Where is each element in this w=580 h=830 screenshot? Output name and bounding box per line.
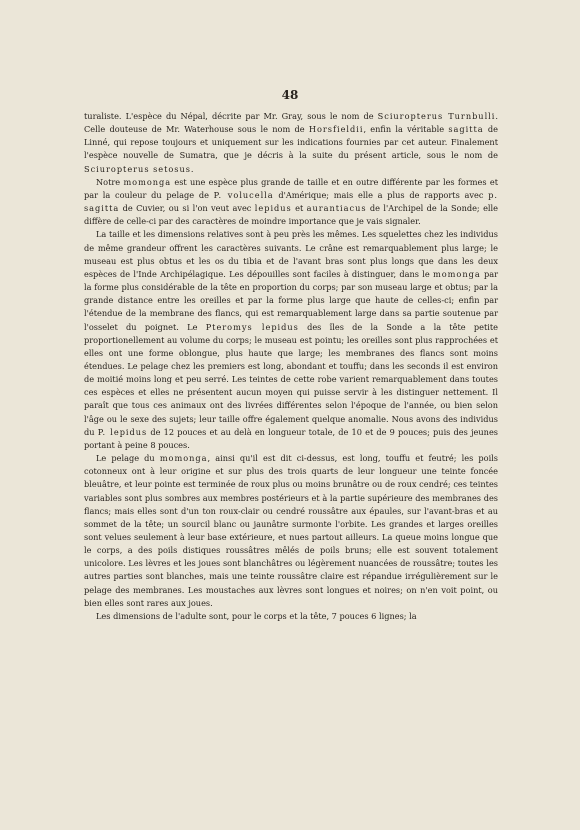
text-run: La taille et les dimensions relatives sont à peu près les mêmes. Les squelettes chez les individus de même grandeur offrent les caractères suivants. Le crâne est remarquablement plus large; le museau est plus obtus et les os du tibia et de l'avant bras sont plus longs que dans les deux espèces de l'Inde Archipélagique. Les dépouilles sont faciles à distinguer, dans le	[84, 229, 498, 279]
text-run: de 12 pouces et au delà en longueur totale, de 10 et de 9 pouces; puis des jeunes portant à peine 8 pouces.	[84, 426, 498, 450]
taxon-name: momonga	[123, 176, 172, 187]
taxon-name: P. volucella	[213, 189, 274, 200]
taxon-name: momonga	[159, 453, 208, 464]
taxon-name: Horsfieldii	[308, 124, 364, 135]
text-run: Le pelage du	[96, 453, 160, 464]
taxon-name: Sciuropterus setosus	[84, 163, 191, 174]
taxon-name: momonga	[433, 268, 481, 279]
taxon-name: P. lepidus	[97, 426, 148, 437]
paragraph	[84, 610, 498, 623]
text-run: des îles de la Sonde a la tête petite proportionellement au volume du corps; le museau est pointu; les oreilles sont plus rapprochées et elles ont une forme oblongue, plus haute que large; les membranes des flancs sont moins étendues. Le pelage chez les premiers est long, abondant et touffu; dans les seconds il est environ de moitié moins long et peu serré. Les teintes de cette robe varient remarquablement dans toutes ces espèces et elles ne présentent aucun moyen qui puisse servir à les distinguer nettement. Il paraît que tous ces animaux ont des livrées différentes selon l'époque de l'année, ou bien selon l'âge ou le sexe des sujets; leur taille offre également quelque anomalie. Nous avons des individus du	[84, 321, 498, 437]
body-text	[84, 110, 498, 623]
text-run: est une espèce plus grande de taille et en outre différente par les formes et par la couleur du pelage de	[84, 176, 498, 200]
paragraph	[84, 228, 498, 452]
text-run: et	[291, 203, 307, 214]
text-run: de Linné, qui repose toujours et uniquement sur les indications fournies par cet auteur. Finalement l'espèce nouvelle de Sumatra, que je décris à la suite du présent article, sous le nom de	[84, 124, 498, 161]
paragraph	[84, 176, 498, 229]
text-run: .	[190, 163, 194, 174]
taxon-name: sagitta	[448, 124, 484, 135]
text-run: , ainsi qu'il est dit ci-dessus, est long, touffu et feutré; les poils cotonneux ont à leur origine et sur plus des trois quarts de leur longueur une teinte foncée bleuâtre, et leur pointe est terminée de roux plus ou moins brunâtre ou de roux cendré; ces teintes variables sont plus sombres aux membres postérieurs et à la partie supérieure des membranes des flancs; mais elles sont d'un ton roux-clair ou cendré roussâtre aux épaules, sur l'avant-bras et au sommet de la tête; un sourcil blanc ou jaunâtre surmonte l'orbite. Les grandes et larges oreilles sont velues seulement à leur base extérieure, et nues partout ailleurs. La queue moins longue que le corps, a des poils distiques roussâtres mêlés de poils bruns; elle est souvent totalement unicolore. Les lèvres et les joues sont blanchâtres ou légèrement nuancées de roussâtre; toutes les autres parties sont blanches, mais une teinte roussâtre claire est répandue irrégulièrement sur le pelage des membranes. Les moustaches aux lèvres sont longues et noires; on n'en voit point, ou bien elles sont rares aux joues.	[84, 453, 499, 608]
page-number: 48	[281, 88, 299, 102]
taxon-name: Pteromys lepidus	[205, 321, 299, 332]
paragraph	[84, 452, 498, 610]
taxon-name: p. sagitta	[84, 189, 498, 214]
text-run: , enfin la véritable	[363, 124, 449, 135]
text-run: . Celle douteuse de Mr. Waterhouse sous le nom de	[84, 111, 498, 135]
text-run: turaliste. L'espèce du Népal, décrite par Mr. Gray, sous le nom de	[84, 111, 378, 121]
taxon-name: lepidus	[254, 203, 292, 214]
text-run: Les dimensions de l'adulte sont, pour le corps et la tête, 7 pouces 6 lignes; la	[96, 610, 417, 621]
taxon-name: Sciuropterus Turnbulli	[377, 111, 496, 121]
text-run: d'Amérique; mais elle a plus de rapports avec	[273, 189, 489, 200]
paragraph	[84, 110, 498, 176]
text-run: de Cuvier, ou si l'on veut avec	[119, 203, 255, 214]
text-run: Notre	[96, 176, 124, 187]
taxon-name: aurantiacus	[306, 203, 367, 214]
text-run: par la forme plus considérable de la tête en proportion du corps; par son museau large et obtus; par la grande distance entre les oreilles et par la forme plus large que haute de celles-ci; enfin par l'étendue de la membrane des flancs, qui est remarquablement large dans sa partie soutenue par l'osselet du poignet. Le	[84, 268, 499, 332]
text-run: de l'Archipel de la Sonde; elle diffère de celle-ci par des caractères de moindre importance que je vais signaler.	[84, 203, 498, 227]
